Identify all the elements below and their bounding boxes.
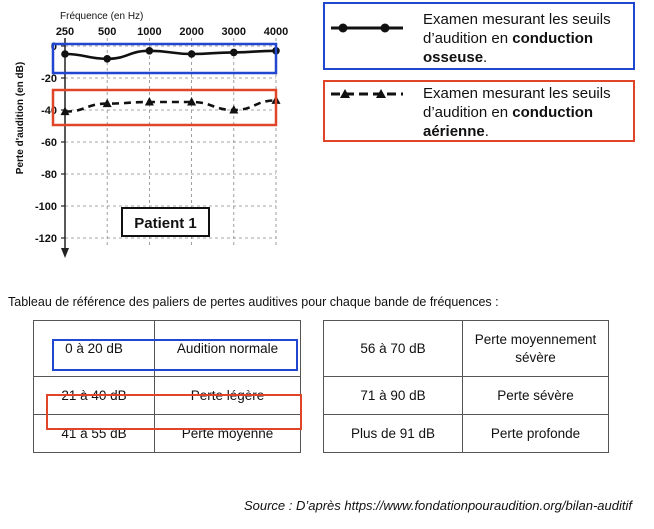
legend-air [323, 80, 635, 142]
table-cell-label: Perte sévère [463, 377, 609, 415]
table-cell-label: Perte moyennement sévère [463, 321, 609, 377]
table-row [34, 321, 301, 377]
table-cell-label: Perte profonde [463, 415, 609, 453]
bone-highlight-box [53, 44, 276, 73]
x-tick-label: 500 [98, 26, 117, 38]
table-cell-range: 71 à 90 dB [324, 377, 463, 415]
data-point-circle [146, 47, 154, 55]
table-cell-label: Perte moyenne [155, 415, 301, 453]
y-tick-label: 0 [50, 41, 57, 53]
legend-bone-text: Examen mesurant les seuils d’audition en conduction osseuse. [423, 11, 611, 66]
y-tick-label: -20 [41, 73, 57, 85]
x-tick-label: 4000 [263, 26, 289, 38]
table-caption: Tableau de référence des paliers de pertes auditives pour chaque bande de fréquences : [8, 295, 499, 309]
y-axis-arrow [61, 248, 69, 258]
data-point-circle [188, 50, 196, 58]
solid-line-circle-icon [329, 18, 409, 38]
x-tick-label: 3000 [221, 26, 247, 38]
table-cell-range: 21 à 40 dB [34, 377, 155, 415]
source-citation: Source : D’après https://www.fondationpouraudition.org/bilan-auditif [243, 498, 632, 513]
x-axis-title: Fréquence (en Hz) [60, 11, 144, 22]
data-point-circle [230, 49, 238, 57]
y-tick-label: -100 [34, 201, 57, 213]
air-highlight-box [53, 90, 276, 125]
series [61, 47, 281, 115]
y-tick-label: -40 [41, 105, 57, 117]
legend-air-bold: conduction aérienne [423, 104, 594, 140]
table-cell-label: Perte légère [155, 377, 301, 415]
table-cell-range: 0 à 20 dB [34, 321, 155, 377]
dashed-line-triangle-icon [329, 84, 409, 104]
y-tick-label: -80 [41, 169, 57, 181]
table-row [324, 415, 609, 453]
table-row [34, 415, 301, 453]
table-row [324, 377, 609, 415]
table-cell-range: 56 à 70 dB [324, 321, 463, 377]
legend-bone [323, 2, 635, 70]
x-tick-label: 1000 [137, 26, 162, 38]
y-axis-title: Perte d'audition (en dB) [15, 61, 26, 175]
legend-air-text: Examen mesurant les seuils d’audition en conduction aérienne. [423, 85, 611, 140]
legend-bone-bold: conduction osseuse [423, 30, 594, 66]
y-tick-label: -120 [34, 233, 57, 245]
table-row [324, 321, 609, 377]
reference-table-right [323, 320, 609, 453]
table-cell-range: Plus de 91 dB [324, 415, 463, 453]
y-tick-label: -60 [41, 137, 57, 149]
audiogram-chart [0, 0, 300, 270]
table-row [34, 377, 301, 415]
table-cell-label: Audition normale [155, 321, 301, 377]
series-line-bone [65, 51, 276, 59]
x-tick-label: 250 [55, 26, 75, 38]
patient-label: Patient 1 [134, 215, 197, 232]
table-cell-range: 41 à 55 dB [34, 415, 155, 453]
data-point-circle [61, 50, 69, 58]
x-tick-label: 2000 [179, 26, 204, 38]
data-point-circle [103, 55, 111, 63]
reference-table-left [33, 320, 301, 453]
